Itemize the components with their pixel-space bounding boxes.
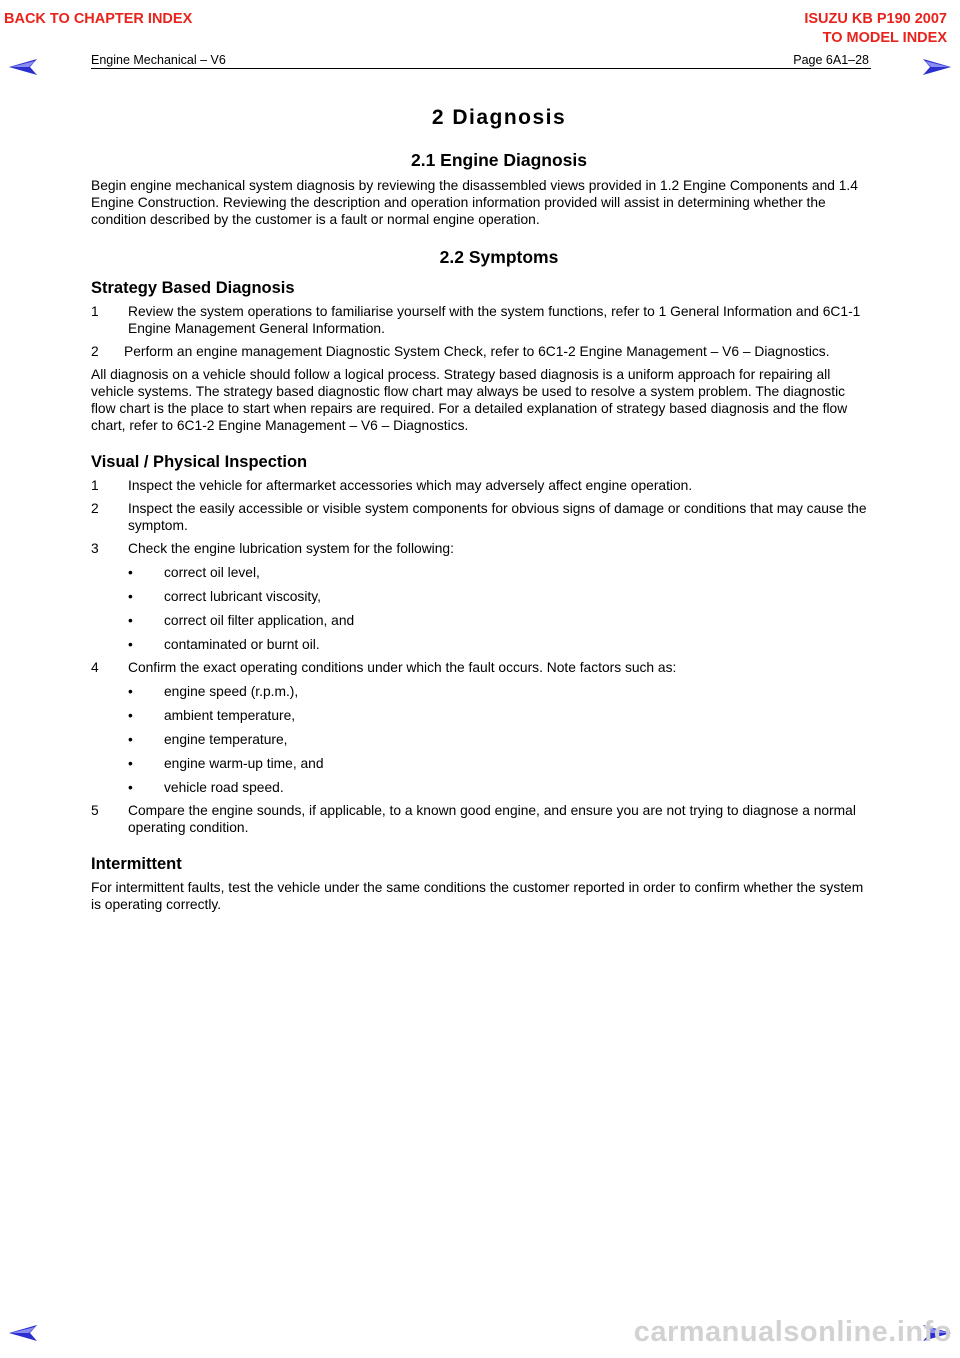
strategy-heading: Strategy Based Diagnosis (91, 279, 295, 297)
bullet-item (91, 612, 871, 629)
list-item (91, 802, 871, 836)
item-text: Review the system operations to familiarise yourself with the system functions, refer to 1 General Information and 6C1-1 Engine Management General Information. (128, 304, 861, 336)
strategy-list (91, 303, 871, 360)
item-number: 1 (91, 478, 99, 493)
list-item (91, 343, 871, 360)
bullet-icon: • (128, 780, 133, 795)
visual-inspection-heading: Visual / Physical Inspection (91, 453, 308, 471)
bullet-icon: • (128, 756, 133, 771)
item-text: Inspect the easily accessible or visible system components for obvious signs of damage or conditions that may cause the symptom. (128, 501, 867, 533)
bullet-icon: • (128, 732, 133, 747)
bullet-item (91, 564, 871, 581)
bullet-text: ambient temperature, (164, 708, 296, 723)
bullet-text: correct oil level, (164, 565, 260, 580)
model-title-link[interactable]: ISUZU KB P190 2007 (804, 11, 947, 27)
item-text: Inspect the vehicle for aftermarket accessories which may adversely affect engine operation. (128, 478, 693, 493)
bullet-icon: • (128, 589, 133, 604)
item-number: 2 (91, 344, 99, 359)
conditions-bullets (91, 683, 871, 796)
bullet-icon: • (128, 565, 133, 580)
item-number: 1 (91, 304, 99, 319)
bullet-icon: • (128, 708, 133, 723)
bullet-text: correct oil filter application, and (164, 613, 355, 628)
strategy-paragraph: All diagnosis on a vehicle should follow a logical process. Strategy based diagnosis is a uniform approach for repairing all vehicle systems. The strategy based diagnostic flow chart may always be used to resolve a system problem. The diagnostic flow chart is the place to start when repairs are required. For a detailed explanation of strategy based diagnosis and the flow chart, refer to 6C1-2 Engine Management – V6 – Diagnostics. (91, 367, 848, 433)
section-heading-engine-diagnosis: 2.1 Engine Diagnosis (410, 150, 588, 170)
intermittent-paragraph: For intermittent faults, test the vehicle under the same conditions the customer reported in order to confirm whether the system is operating correctly. (91, 880, 864, 912)
engine-diagnosis-paragraph: Begin engine mechanical system diagnosis by reviewing the disassembled views provided in 1.2 Engine Components and 1.4 Engine Construction. Reviewing the description and operation information provided will assist in determining whether the condition described by the customer is a fault or normal engine operation. (91, 178, 858, 227)
item-text: Compare the engine sounds, if applicable, to a known good engine, and ensure you are not trying to diagnose a normal operating condition. (128, 803, 856, 835)
section-heading-symptoms: 2.2 Symptoms (439, 247, 559, 267)
bullet-text: engine temperature, (164, 732, 288, 747)
bullet-item (91, 636, 871, 653)
item-text: Confirm the exact operating conditions under which the fault occurs. Note factors such as: (128, 660, 677, 675)
list-item (91, 540, 871, 557)
item-number: 4 (91, 660, 99, 675)
item-number: 2 (91, 501, 99, 516)
bullet-item (91, 755, 871, 772)
item-text: Perform an engine management Diagnostic System Check, refer to 6C1-2 Engine Management – V6 – Diagnostics. (124, 344, 830, 359)
list-item (91, 303, 871, 337)
item-number: 5 (91, 803, 99, 818)
section-title: Engine Mechanical – V6 (91, 53, 226, 67)
bullet-text: vehicle road speed. (164, 780, 284, 795)
list-item (91, 500, 871, 534)
page-number: Page 6A1–28 (793, 53, 869, 67)
prev-page-bottom-arrow-icon[interactable] (8, 1324, 38, 1342)
next-page-arrow-icon[interactable] (922, 58, 952, 76)
bullet-text: engine speed (r.p.m.), (164, 684, 299, 699)
lubrication-bullets (91, 564, 871, 653)
bullet-item (91, 731, 871, 748)
bullet-item (91, 779, 871, 796)
bullet-item (91, 588, 871, 605)
bullet-icon: • (128, 613, 133, 628)
list-item (91, 659, 871, 676)
document-body (91, 100, 871, 913)
prev-page-arrow-icon[interactable] (8, 58, 38, 76)
watermark-logo: carmanualsonline.info (633, 1316, 952, 1348)
bullet-text: correct lubricant viscosity, (164, 589, 321, 604)
item-number: 3 (91, 541, 99, 556)
header-divider (91, 68, 871, 69)
bullet-text: engine warm-up time, and (164, 756, 324, 771)
back-to-chapter-index-link[interactable]: BACK TO CHAPTER INDEX (4, 11, 193, 27)
bullet-icon: • (128, 637, 133, 652)
bullet-text: contaminated or burnt oil. (164, 637, 320, 652)
item-text: Check the engine lubrication system for the following: (128, 541, 454, 556)
bullet-icon: • (128, 684, 133, 699)
bullet-item (91, 707, 871, 724)
intermittent-heading: Intermittent (91, 855, 182, 873)
visual-inspection-list (91, 477, 871, 836)
list-item (91, 477, 871, 494)
chapter-heading: 2 Diagnosis (431, 106, 567, 129)
bullet-item (91, 683, 871, 700)
to-model-index-link[interactable]: TO MODEL INDEX (822, 30, 947, 46)
